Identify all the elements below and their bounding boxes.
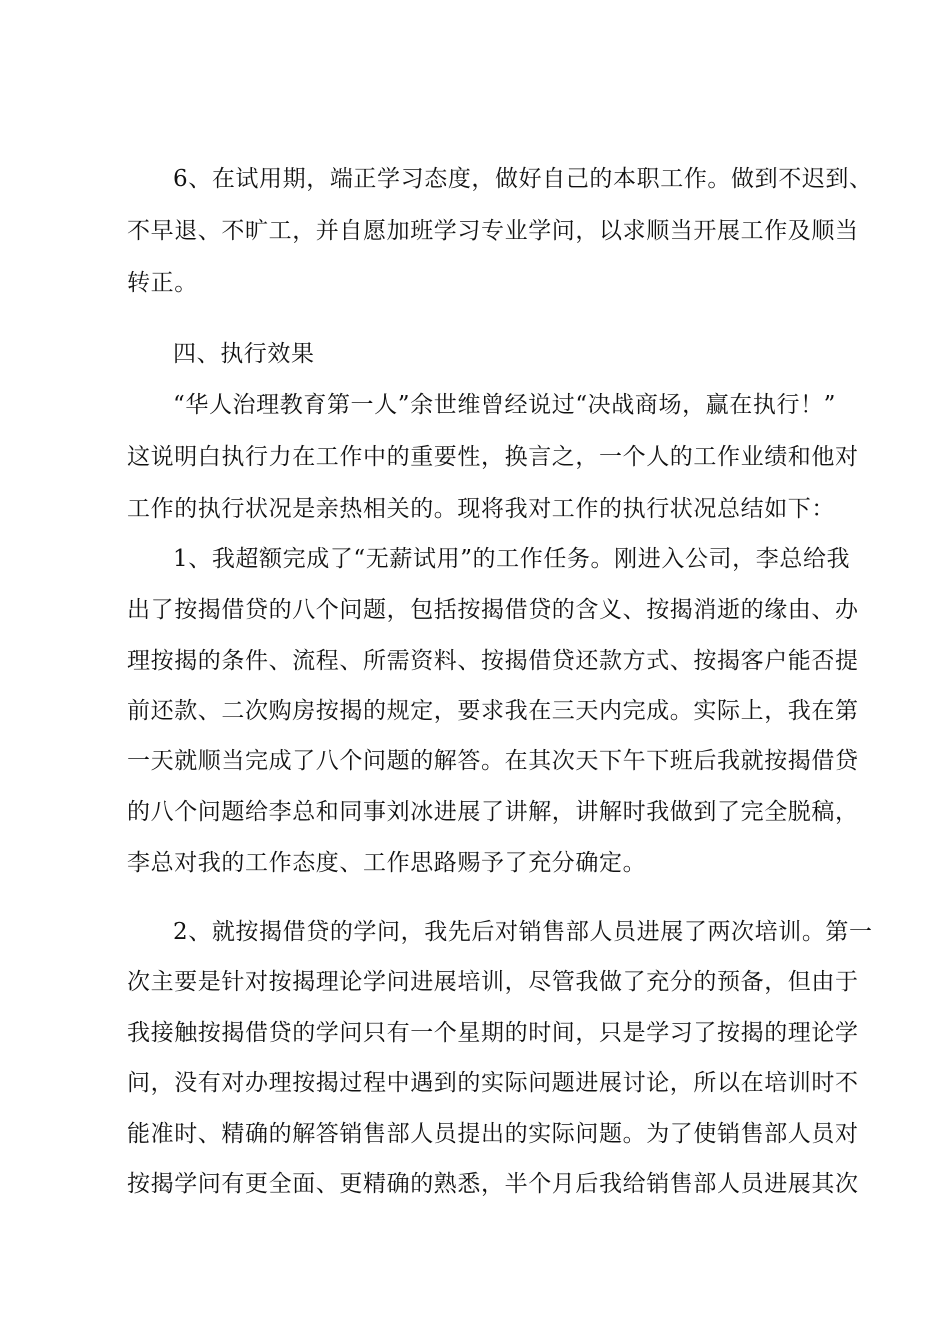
paragraph-1-line-2: 出了按揭借贷的八个问题，包括按揭借贷的含义、按揭消逝的缘由、办 bbox=[127, 597, 859, 623]
intro-paragraph-line-1: “华人治理教育第一人”余世维曾经说过“决战商场，赢在执行！” bbox=[173, 392, 837, 418]
paragraph-1-line-6: 的八个问题给李总和同事刘冰进展了讲解，讲解时我做到了完全脱稿， bbox=[127, 799, 859, 825]
paragraph-1-line-3: 理按揭的条件、流程、所需资料、按揭借贷还款方式、按揭客户能否提 bbox=[127, 648, 859, 674]
paragraph-6-line-2: 不早退、不旷工，并自愿加班学习专业学问，以求顺当开展工作及顺当 bbox=[127, 218, 859, 244]
paragraph-6-line-3: 转正。 bbox=[127, 270, 198, 296]
paragraph-1-line-5: 一天就顺当完成了八个问题的解答。在其次天下午下班后我就按揭借贷 bbox=[127, 748, 859, 774]
paragraph-2-line-1: 2、就按揭借贷的学问，我先后对销售部人员进展了两次培训。第一 bbox=[173, 919, 873, 945]
section-heading: 四、执行效果 bbox=[173, 341, 315, 367]
paragraph-2-line-4: 问，没有对办理按揭过程中遇到的实际问题进展讨论，所以在培训时不 bbox=[127, 1070, 859, 1096]
paragraph-2-line-2: 次主要是针对按揭理论学问进展培训，尽管我做了充分的预备，但由于 bbox=[127, 969, 859, 995]
paragraph-2-line-5: 能准时、精确的解答销售部人员提出的实际问题。为了使销售部人员对 bbox=[127, 1121, 859, 1147]
paragraph-1-line-7: 李总对我的工作态度、工作思路赐予了充分确定。 bbox=[127, 850, 647, 876]
paragraph-2-line-6: 按揭学问有更全面、更精确的熟悉，半个月后我给销售部人员进展其次 bbox=[127, 1171, 859, 1197]
intro-paragraph-line-3: 工作的执行状况是亲热相关的。现将我对工作的执行状况总结如下： bbox=[127, 496, 835, 522]
paragraph-1-line-1: 1、我超额完成了“无薪试用”的工作任务。刚进入公司，李总给我 bbox=[173, 546, 851, 572]
paragraph-1-line-4: 前还款、二次购房按揭的规定，要求我在三天内完成。实际上，我在第 bbox=[127, 698, 859, 724]
intro-paragraph-line-2: 这说明白执行力在工作中的重要性，换言之，一个人的工作业绩和他对 bbox=[127, 444, 859, 470]
paragraph-2-line-3: 我接触按揭借贷的学问只有一个星期的时间，只是学习了按揭的理论学 bbox=[127, 1020, 859, 1046]
paragraph-6-line-1: 6、在试用期，端正学习态度，做好自己的本职工作。做到不迟到、 bbox=[173, 166, 873, 192]
